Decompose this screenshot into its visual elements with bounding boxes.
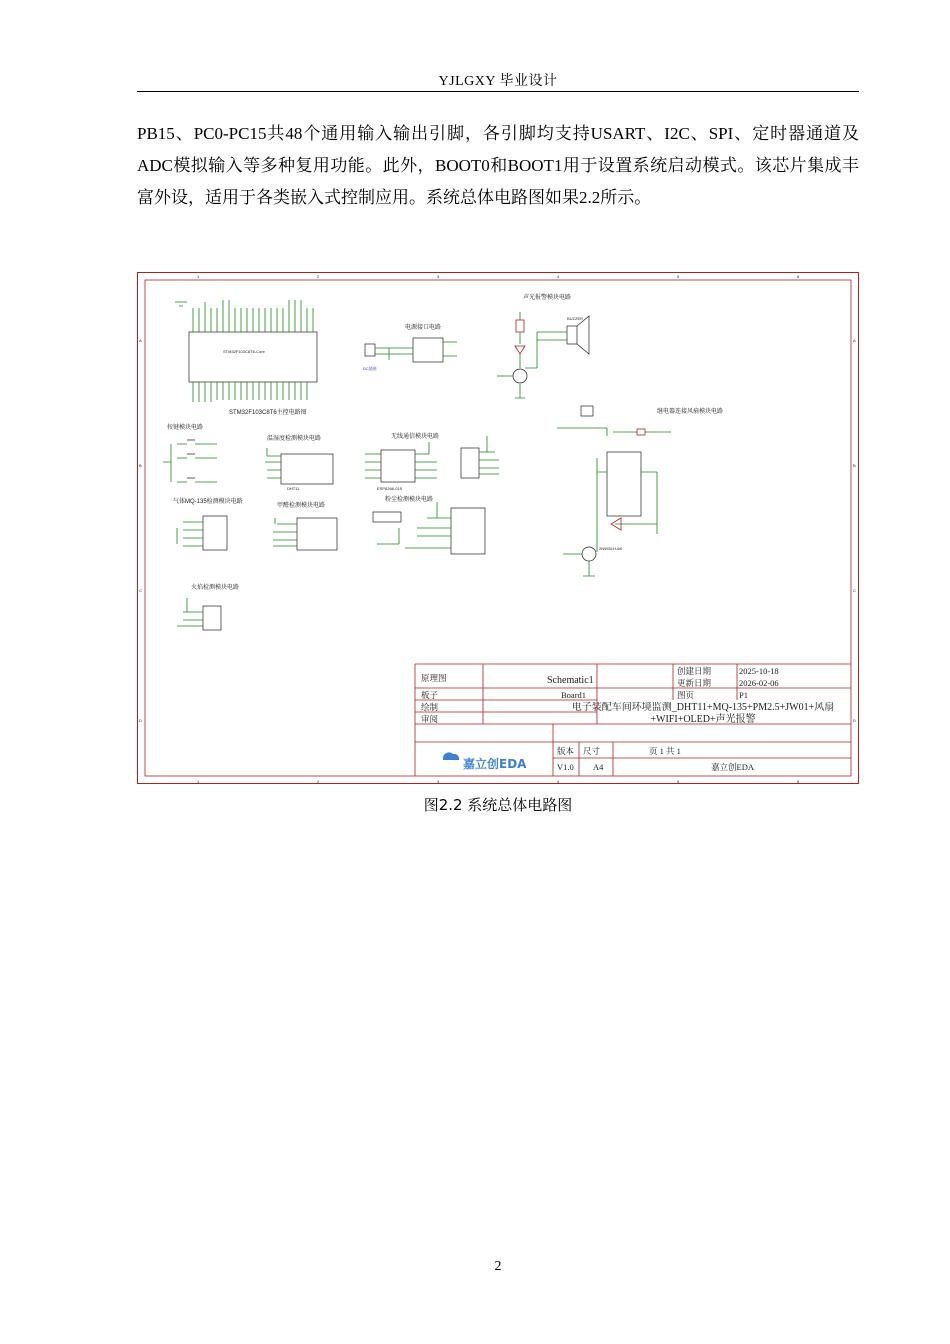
mcu-title: STM32F103C8T6主控电路图	[229, 410, 307, 416]
sound-light-title: 声光报警模块电路	[523, 295, 572, 301]
mcu-chip-label: STM32F103C8T6-Core	[223, 349, 265, 354]
svg-text:B: B	[853, 463, 856, 468]
svg-text:D: D	[853, 718, 856, 723]
page-value: P1	[739, 690, 748, 700]
transistor-label: 2N5551H-68	[599, 546, 622, 551]
schematic-label: 原理图	[421, 673, 447, 683]
dc-label: DC插座	[363, 366, 377, 371]
dust-title: 粉尘检测模块电路	[385, 497, 434, 503]
size-label: 尺寸	[583, 746, 601, 756]
power-title: 电源接口电路	[405, 325, 442, 331]
svg-text:6: 6	[797, 274, 800, 279]
esp-label: ESP8266-01S	[377, 486, 403, 491]
draw-label: 绘制	[421, 702, 439, 712]
project-title: 电子装配车间环境监测_DHT11+MQ-135+PM2.5+JW01+风扇+WIFI+OLED+声光报警	[571, 702, 835, 725]
svg-text:D: D	[139, 718, 142, 723]
svg-text:C: C	[853, 588, 856, 593]
formaldehyde-title: 甲醛检测模块电路	[277, 503, 326, 509]
svg-text:4: 4	[557, 274, 560, 279]
company: 嘉立创EDA	[711, 762, 754, 772]
svg-text:A: A	[853, 338, 856, 343]
logo-text: 嘉立创EDA	[463, 757, 527, 771]
svg-text:B: B	[139, 463, 142, 468]
flame-title: 火焰检测模块电路	[191, 585, 240, 591]
svg-text:A: A	[139, 338, 142, 343]
schematic-figure	[137, 272, 859, 784]
page-header: YJLGXY 毕业设计	[438, 74, 558, 89]
wifi-title: 无线通信模块电路	[391, 434, 440, 440]
header-rule	[137, 91, 859, 92]
board-label: 板子	[421, 690, 439, 700]
button-title: 按键模块电路	[167, 425, 204, 431]
buzzer-label: BUZZER	[567, 316, 583, 321]
review-label: 审阅	[421, 714, 439, 724]
figure-caption: 图2.2 系统总体电路图	[423, 796, 573, 814]
updated-label: 更新日期	[677, 678, 712, 688]
svg-text:2: 2	[317, 274, 320, 279]
page-number: 2	[494, 1259, 502, 1274]
svg-text:1: 1	[197, 779, 200, 784]
schematic-value: Schematic1	[547, 675, 594, 686]
version-value: V1.0	[557, 762, 574, 772]
svg-text:5: 5	[677, 779, 680, 784]
relay-fan-title: 继电器连接风扇模块电路	[657, 409, 724, 415]
svg-text:6: 6	[797, 779, 800, 784]
gas-title: 气体MQ-135检测模块电路	[173, 499, 243, 505]
temp-humidity-title: 温湿度检测模块电路	[267, 436, 322, 442]
schematic-drawing	[137, 272, 859, 784]
updated-value: 2026-02-06	[739, 678, 779, 688]
page-of: 页 1 共 1	[649, 746, 681, 756]
svg-text:4: 4	[557, 779, 560, 784]
svg-text:2: 2	[317, 779, 320, 784]
page-label: 图页	[677, 690, 695, 700]
created-label: 创建日期	[677, 666, 712, 676]
board-value: Board1	[561, 690, 587, 700]
version-label: 版本	[557, 746, 575, 756]
svg-text:C: C	[139, 588, 142, 593]
created-value: 2025-10-18	[739, 666, 779, 676]
svg-text:3: 3	[437, 779, 440, 784]
svg-text:5: 5	[677, 274, 680, 279]
size-value: A4	[593, 762, 604, 772]
svg-text:3: 3	[437, 274, 440, 279]
svg-text:1: 1	[197, 274, 200, 279]
body-paragraph: PB15、PC0-PC15共48个通用输入输出引脚，各引脚均支持USART、I2C、SPI、定时器通道及ADC模拟输入等多种复用功能。此外，BOOT0和BOOT1用于设置系统启动模式。该芯片集成丰富外设，适用于各类嵌入式控制应用。系统总体电路图如果2.2所示。	[137, 124, 859, 207]
dht11-label: DHT11	[287, 486, 300, 491]
